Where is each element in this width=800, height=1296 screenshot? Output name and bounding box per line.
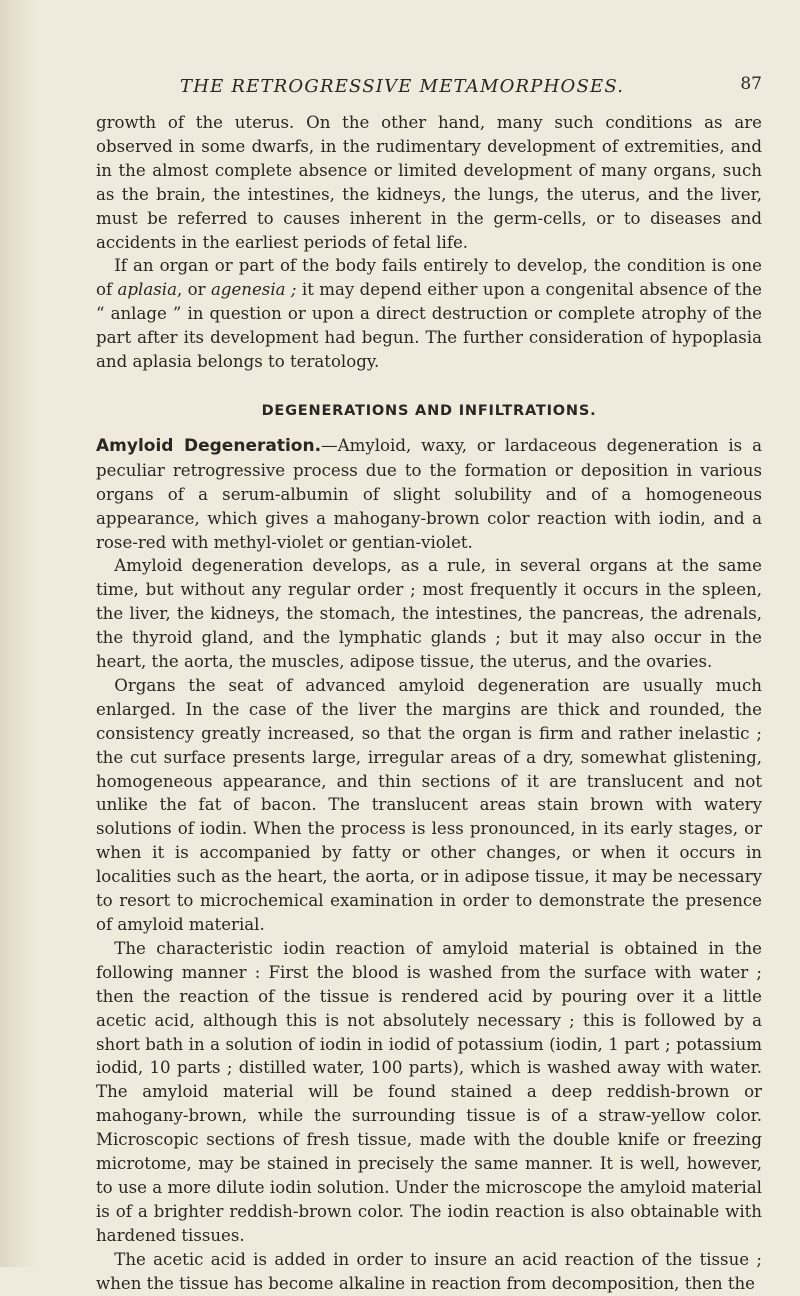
paragraph-intro-2-text-a: If an organ or part of the body fails entirely to develop, the condition is one of: [96, 256, 762, 300]
paragraph-intro-1: growth of the uterus. On the other hand, many such conditions as are observed in some dwarfs, in the rudimentary development of extremities, and in the almost complete absence or limited development of many organs, such as the brain, the intestines, the kidneys, the lungs, the uterus, and the liver, must be referred to causes inherent in the germ-cells, or to diseases and accidents in the earliest periods of fetal life.: [96, 113, 762, 252]
term-aplasia: aplasia: [117, 280, 177, 300]
page-body: [96, 111, 762, 1296]
paragraph-amyloid-3: Organs the seat of advanced amyloid degeneration are usually much enlarged. In the case of the liver the margins are thick and rounded, the consistency greatly increased, so that the organ is firm and rather inelastic ; the cut surface presents large, irregular areas of a dry, somewhat glistening, homogeneous appearance, and thin sections of it are translucent and not unlike the fat of bacon. The translucent areas stain brown with watery solutions of iodin. When the process is less pronounced, in its early stages, or when it is accompanied by fatty or other changes, or when it occurs in localities such as the heart, the aorta, or in adipose tissue, it may be necessary to resort to microchemical examination in order to demonstrate the presence of amyloid material.: [96, 675, 762, 934]
section-heading: DEGENERATIONS AND INFILTRATIONS.: [261, 402, 597, 419]
paragraph-amyloid-4: The characteristic iodin reaction of amyloid material is obtained in the following manner : First the blood is washed from the surface with water ; then the reaction of the tissue is rendered acid by pouring over it a little acetic acid, although this is not absolutely necessary ; this is followed by a short bath in a solution of iodin in iodid of potassium (iodin, 1 part ; potassium iodid, 10 parts ; distilled water, 100 parts), which is washed away with water. The amyloid material will be found stained a deep reddish-brown or mahogany-brown, while the surrounding tissue is of a straw-yellow color. Microscopic sections of fresh tissue, made with the double knife or freezing microtome, may be stained in precisely the same manner. It is well, however, to use a more dilute iodin solution. Under the microscope the amyloid material is of a brighter reddish-brown color. The iodin reaction is also obtainable with hardened tissues.: [96, 938, 762, 1245]
run-in-heading: Amyloid Degeneration.: [96, 435, 322, 456]
running-title: THE RETROGRESSIVE METAMORPHOSES.: [180, 76, 625, 97]
page-gutter-shadow: [0, 0, 40, 1267]
paragraph-intro-2-text-c: it may depend either upon a congenital absence of the “ anlage ” in question or upon a direct destruction or complete atrophy of the part after its development had begun. The further consideration of hypoplasia and aplasia belongs to teratology.: [96, 280, 762, 372]
paragraph-amyloid-1: [96, 434, 762, 555]
paragraph-amyloid-2: Amyloid degeneration develops, as a rule, in several organs at the same time, but without any regular order ; most frequently it occurs in the spleen, the liver, the kidneys, the stomach, the intestines, the pancreas, the adrenals, the thyroid gland, and the lymphatic glands ; but it may also occur in the heart, the aorta, the muscles, adipose tissue, the uterus, and the ovaries.: [96, 556, 762, 672]
term-agenesia: agenesia ;: [210, 280, 297, 300]
paragraph-amyloid-5: The acetic acid is added in order to insure an acid reaction of the tissue ; when the tissue has become alkaline in reaction from decomposition, then the: [96, 1249, 762, 1293]
paragraph-intro-2-text-b: , or: [176, 280, 211, 300]
running-head: [96, 76, 762, 100]
paragraph-amyloid-1-text: —Amyloid, waxy, or lardaceous degeneration is a peculiar retrogressive process due to the formation or deposition in various organs of a serum-albumin of slight solubility and of a homogeneous appearance, which gives a mahogany-brown color reaction with iodin, and a rose-red with methyl-violet or gentian-violet.: [96, 435, 762, 552]
page-number: 87: [740, 74, 762, 94]
paragraph-intro-2: [96, 254, 762, 374]
